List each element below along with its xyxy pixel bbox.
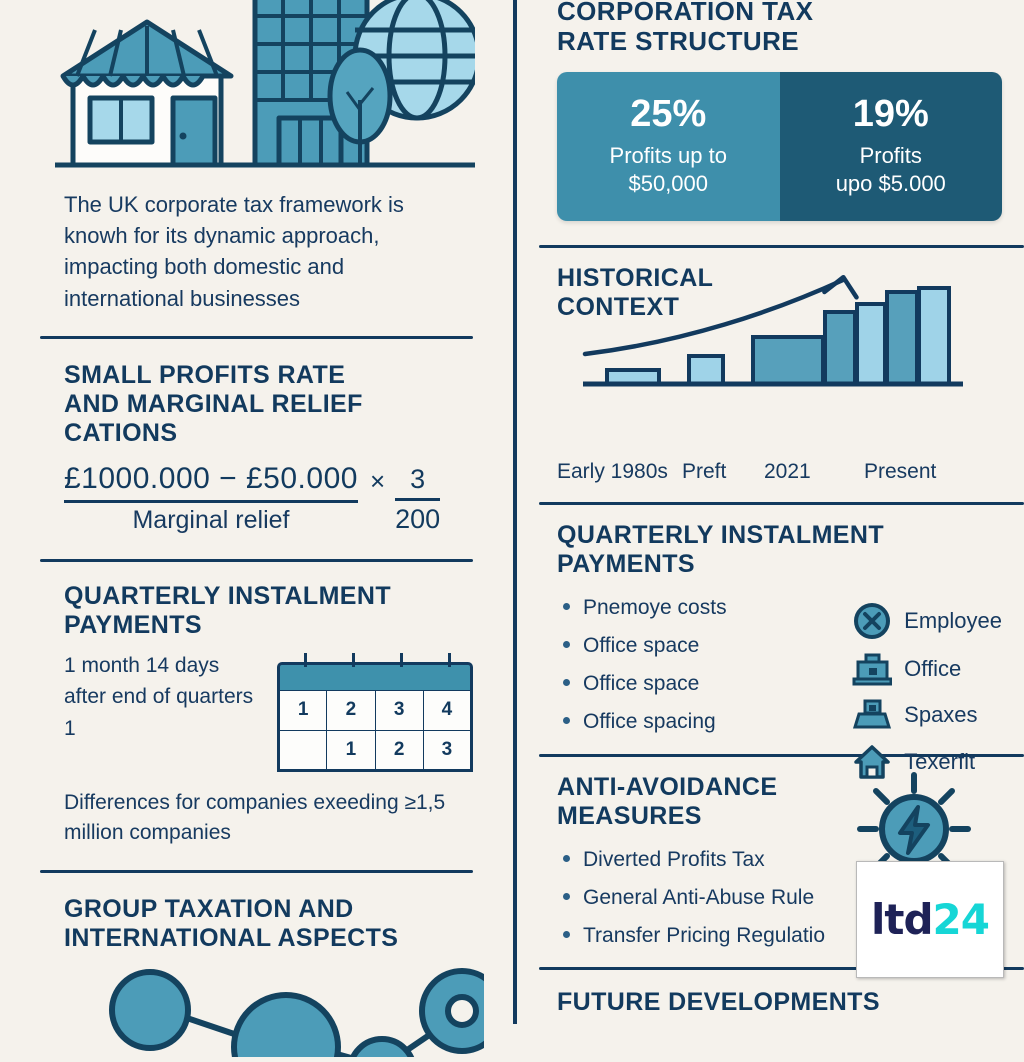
icon-label: Employee bbox=[904, 608, 1002, 634]
logo-part-ltd: ltd bbox=[871, 895, 933, 944]
calendar-cell: 3 bbox=[375, 690, 423, 730]
section-qip-left bbox=[0, 562, 513, 848]
intro-block bbox=[0, 175, 513, 314]
calendar-row-1 bbox=[279, 690, 472, 730]
section-group-taxation bbox=[0, 873, 513, 1057]
formula-ratio-fraction bbox=[395, 464, 440, 535]
section-small-profits bbox=[0, 339, 513, 535]
icon-label: Office bbox=[904, 656, 962, 682]
formula-denominator: Marginal relief bbox=[132, 505, 290, 534]
small-profits-heading bbox=[64, 361, 473, 448]
calendar-grid bbox=[277, 690, 473, 772]
calendar-ring-1 bbox=[304, 653, 307, 667]
formula-main-fraction bbox=[64, 462, 358, 535]
left-column bbox=[0, 0, 513, 1024]
icon-label: Spaxes bbox=[904, 702, 978, 728]
rate-card-label: Profits upo $5.000 bbox=[835, 143, 946, 196]
group-heading-line2: INTERNATIONAL ASPECTS bbox=[64, 923, 399, 952]
calendar-cell: 2 bbox=[375, 730, 423, 770]
calendar-header bbox=[277, 662, 473, 690]
rate-card-percent: 19% bbox=[852, 93, 929, 136]
ltd24-logo[interactable] bbox=[856, 861, 1004, 978]
rate-heading-line1: CORPORATION TAX bbox=[557, 0, 814, 26]
tax-rate-cards bbox=[557, 72, 1002, 221]
network-diagram bbox=[64, 967, 473, 1057]
historical-heading-line1: HISTORICAL bbox=[557, 264, 714, 293]
chart-bar bbox=[887, 292, 917, 384]
ratio-bar bbox=[395, 498, 440, 501]
section-qip-right bbox=[517, 505, 1024, 775]
chart-bar bbox=[919, 288, 949, 384]
chart-tick-labels bbox=[557, 460, 1002, 484]
marginal-relief-formula bbox=[64, 462, 473, 535]
rate-heading-line2: RATE STRUCTURE bbox=[557, 26, 799, 57]
chart-tick: 2021 bbox=[764, 460, 811, 484]
calendar-ring-4 bbox=[448, 653, 451, 667]
group-heading-line1: GROUP TAXATION AND bbox=[64, 894, 354, 923]
calendar-cell bbox=[279, 730, 327, 770]
chart-bar bbox=[825, 312, 855, 384]
formula-bar bbox=[64, 500, 358, 503]
formula-numerator: £1000.000 − £50.000 bbox=[64, 461, 358, 495]
icon-row-spaxes bbox=[852, 697, 1002, 733]
historical-bar-chart bbox=[557, 328, 1002, 458]
list-item: Transfer Pricing Regulatio bbox=[557, 921, 1002, 951]
qip-left-text: 1 month 14 days after end of quarters 1 bbox=[64, 653, 254, 740]
ratio-denominator: 200 bbox=[395, 503, 441, 534]
chart-bar bbox=[689, 356, 723, 384]
qip-right-heading bbox=[557, 521, 1002, 579]
qip-left-heading-line2: PAYMENTS bbox=[64, 610, 202, 639]
calendar-cell: 1 bbox=[327, 730, 375, 770]
calendar-row-2 bbox=[279, 730, 472, 770]
future-heading: FUTURE DEVELOPMENTS bbox=[557, 987, 880, 1016]
anti-heading-line1: ANTI-AVOIDANCE bbox=[557, 773, 778, 802]
historical-heading-line2: CONTEXT bbox=[557, 293, 680, 322]
chart-tick: Present bbox=[864, 460, 937, 484]
list-item: General Anti-Abuse Rule bbox=[557, 883, 1002, 913]
section-rate-structure bbox=[517, 0, 1024, 221]
qip-left-heading-line1: QUARTERLY INSTALMENT bbox=[64, 581, 391, 610]
chart-tick: Preft bbox=[682, 460, 727, 484]
intro-text: The UK corporate tax framework is knowh for its dynamic approach, impacting both domestic and international businesses bbox=[64, 192, 404, 311]
circle-x-icon bbox=[852, 601, 892, 641]
calendar-icon bbox=[277, 662, 473, 772]
qip-right-heading-line2: PAYMENTS bbox=[557, 550, 695, 579]
list-item: Diverted Profits Tax bbox=[557, 845, 1002, 875]
chart-bar bbox=[857, 304, 885, 384]
small-profits-heading-line1: SMALL PROFITS RATE bbox=[64, 360, 346, 389]
rate-card-25[interactable] bbox=[557, 72, 780, 221]
group-heading bbox=[64, 895, 473, 953]
chart-bar bbox=[753, 337, 823, 384]
anti-heading-line2: MEASURES bbox=[557, 802, 702, 831]
rate-structure-heading bbox=[557, 0, 1002, 56]
icon-label: Texerfit bbox=[904, 749, 976, 775]
list-item: Office space bbox=[557, 631, 1002, 661]
icon-row-office bbox=[852, 651, 1002, 687]
section-historical-context bbox=[517, 248, 1024, 484]
calendar-cell: 1 bbox=[279, 690, 327, 730]
small-profits-heading-line2: AND MARGINAL RELIEF CATIONS bbox=[64, 389, 363, 447]
rate-card-label: Profits up to $50,000 bbox=[609, 143, 727, 196]
briefcase-icon bbox=[852, 651, 892, 687]
calendar-cell: 4 bbox=[423, 690, 471, 730]
list-item: Pnemoye costs bbox=[557, 593, 1002, 623]
qip-left-note: Differences for companies exeeding ≥1,5 million companies bbox=[64, 790, 446, 844]
logo-part-24: 24 bbox=[932, 895, 989, 944]
calendar-cell: 2 bbox=[327, 690, 375, 730]
rate-card-19[interactable] bbox=[780, 72, 1003, 221]
calendar-cell: 3 bbox=[423, 730, 471, 770]
formula-times-symbol: × bbox=[369, 465, 386, 496]
chart-tick: Early 1980s bbox=[557, 460, 668, 484]
calendar-ring-2 bbox=[352, 653, 355, 667]
list-item: Office space bbox=[557, 669, 1002, 699]
qip-right-heading-line1: QUARTERLY INSTALMENT bbox=[557, 521, 884, 550]
qip-left-heading bbox=[64, 582, 473, 640]
logo-text bbox=[871, 895, 989, 944]
rate-card-percent: 25% bbox=[630, 93, 707, 136]
icon-row-employee bbox=[852, 601, 1002, 641]
list-item: Office spacing bbox=[557, 707, 1002, 737]
business-illustration bbox=[0, 0, 513, 175]
box-icon bbox=[852, 697, 892, 733]
ratio-numerator: 3 bbox=[410, 463, 426, 494]
calendar-ring-3 bbox=[400, 653, 403, 667]
